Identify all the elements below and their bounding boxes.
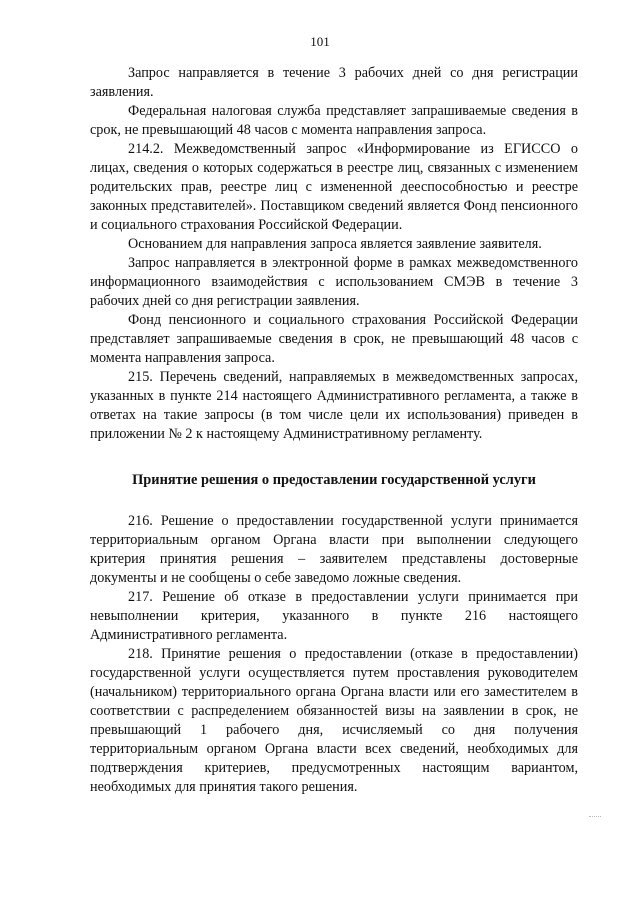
- paragraph: 216. Решение о предоставлении государственной услуги принимается территориальным органом Органа власти при выполнении следующего критерия принятия решения – заявителем представлены достоверные документы и не сообщены о себе заведомо ложные сведения.: [90, 513, 578, 586]
- paragraph: 214.2. Межведомственный запрос «Информирование из ЕГИССО о лицах, сведения о которых содержаться в реестре лиц, связанных с изменением родительских прав, реестре лиц с измененной дееспособностью и реестре законных представителей». Поставщиком сведений является Фонд пенсионного и социального страхования Российской Федерации.: [90, 141, 578, 233]
- paragraph: Федеральная налоговая служба представляет запрашиваемые сведения в срок, не превышающий 48 часов с момента направления запроса.: [90, 103, 578, 138]
- paragraph: Запрос направляется в течение 3 рабочих дней со дня регистрации заявления.: [90, 65, 578, 100]
- paragraph: 215. Перечень сведений, направляемых в межведомственных запросах, указанных в пункте 214 настоящего Административного регламента, а также в ответах на такие запросы (в том числе цели их использования) приведен в приложении № 2 к настоящему Административному регламенту.: [90, 369, 578, 442]
- scan-mark: [589, 816, 601, 821]
- paragraph: 217. Решение об отказе в предоставлении услуги принимается при невыполнении критерия, указанного в пункте 216 настоящего Административного регламента.: [90, 589, 578, 643]
- paragraph: Фонд пенсионного и социального страхования Российской Федерации представляет запрашиваемые сведения в срок, не превышающий 48 часов с момента направления запроса.: [90, 312, 578, 366]
- section-heading: Принятие решения о предоставлении государственной услуги: [132, 472, 536, 488]
- document-body: [90, 64, 578, 797]
- paragraph: Основанием для направления запроса является заявление заявителя.: [128, 236, 542, 252]
- paragraph: Запрос направляется в электронной форме в рамках межведомственного информационного взаимодействия с использованием СМЭВ в течение 3 рабочих дней со дня регистрации заявления.: [90, 255, 578, 309]
- paragraph: 218. Принятие решения о предоставлении (отказе в предоставлении) государственной услуги осуществляется путем проставления руководителем (начальником) территориального органа Органа власти или его заместителем в соответствии с распределением обязанностей визы на заявлении в срок, не превышающий 1 рабочего дня, исчисляемый со дня получения территориальным органом Органа власти всех сведений, необходимых для подтверждения критериев, предусмотренных настоящим вариантом, необходимых для принятия такого решения.: [90, 646, 578, 795]
- page-number: 101: [310, 34, 330, 49]
